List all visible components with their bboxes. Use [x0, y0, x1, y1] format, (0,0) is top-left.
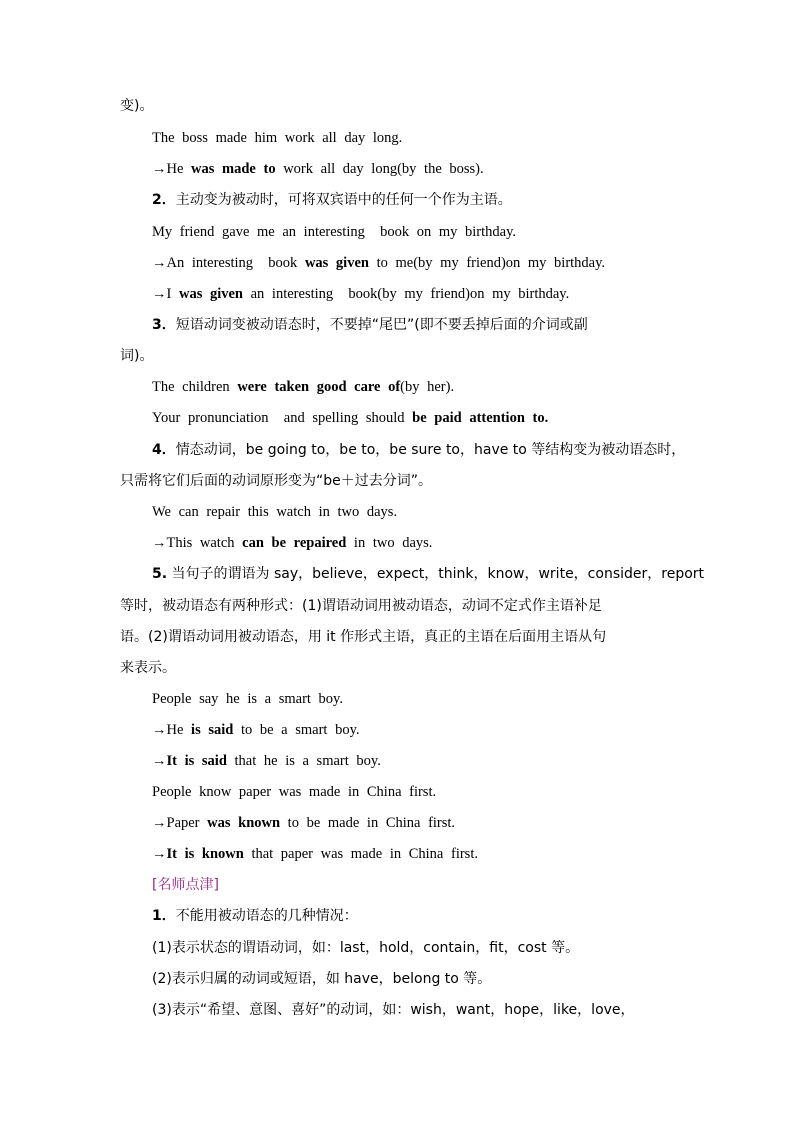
- text-line: 变)。: [120, 98, 154, 114]
- rule-number: 4．: [152, 442, 176, 458]
- text-line: 来表示。: [120, 660, 176, 676]
- text-line: (2)表示归属的动词或短语，如 have，belong to 等。: [152, 971, 492, 987]
- text-line: 词)。: [120, 348, 154, 364]
- rule-item: 4．情态动词，be going to，be to，be sure to，have to 等结构变为被动语态时，: [152, 442, 686, 458]
- text-line: 语。(2)谓语动词用被动语态，用 it 作形式主语，真正的主语在后面用主语从句: [120, 629, 607, 645]
- example-sentence: The children were taken good care of(by her).: [152, 379, 455, 395]
- example-sentence: The boss made him work all day long.: [152, 130, 403, 146]
- example-sentence: →It is known that paper was made in China first.: [152, 846, 478, 862]
- section-tag: [名师点津]: [152, 877, 219, 893]
- example-sentence: →He was made to work all day long(by the boss).: [152, 161, 484, 177]
- rule-item: 5. 当句子的谓语为 say，believe，expect，think，know，write，consider，report: [152, 566, 705, 582]
- bold-phrase: was made to: [191, 161, 276, 177]
- rule-number: 2．: [152, 192, 176, 208]
- example-sentence: →He is said to be a smart boy.: [152, 722, 360, 738]
- example-sentence: →I was given an interesting book(by my friend)on my birthday.: [152, 286, 570, 302]
- rule-number: 1．: [152, 908, 176, 924]
- example-sentence: My friend gave me an interesting book on my birthday.: [152, 224, 517, 240]
- example-sentence: →This watch can be repaired in two days.: [152, 535, 433, 551]
- text-line: (1)表示状态的谓语动词，如：last，hold，contain，fit，cost 等。: [152, 940, 580, 956]
- example-sentence: →Paper was known to be made in China first.: [152, 815, 456, 831]
- rule-item: 3．短语动词变被动语态时，不要掉“尾巴”(即不要丢掉后面的介词或副: [152, 317, 588, 333]
- example-sentence: We can repair this watch in two days.: [152, 504, 398, 520]
- example-sentence: →It is said that he is a smart boy.: [152, 753, 381, 769]
- rule-number: 3．: [152, 317, 176, 333]
- example-sentence: People know paper was made in China first.: [152, 784, 437, 800]
- example-sentence: People say he is a smart boy.: [152, 691, 343, 707]
- bold-phrase: was given: [178, 286, 243, 302]
- rule-number: 5.: [152, 566, 168, 582]
- example-sentence: Your pronunciation and spelling should be paid attention to.: [152, 410, 549, 426]
- example-sentence: →An interesting book was given to me(by my friend)on my birthday.: [152, 255, 606, 271]
- rule-item: 2．主动变为被动时，可将双宾语中的任何一个作为主语。: [152, 192, 512, 208]
- bold-phrase: It is known: [166, 846, 244, 862]
- bold-phrase: It is said: [166, 753, 227, 769]
- bold-phrase: can be repaired: [242, 535, 347, 551]
- bold-phrase: is said: [191, 722, 234, 738]
- rule-item: 1．不能用被动语态的几种情况：: [152, 908, 358, 924]
- bold-phrase: were taken good care of: [237, 379, 401, 395]
- text-line: 只需将它们后面的动词原形变为“be＋过去分词”。: [120, 473, 433, 489]
- bold-phrase: be paid attention to.: [412, 410, 549, 426]
- bold-phrase: was known: [207, 815, 281, 831]
- text-line: 等时，被动语态有两种形式：(1)谓语动词用被动语态，动词不定式作主语补足: [120, 598, 602, 614]
- bold-phrase: was given: [304, 255, 369, 271]
- text-line: (3)表示“希望、意图、喜好”的动词，如：wish，want，hope，like，love，: [152, 1002, 635, 1018]
